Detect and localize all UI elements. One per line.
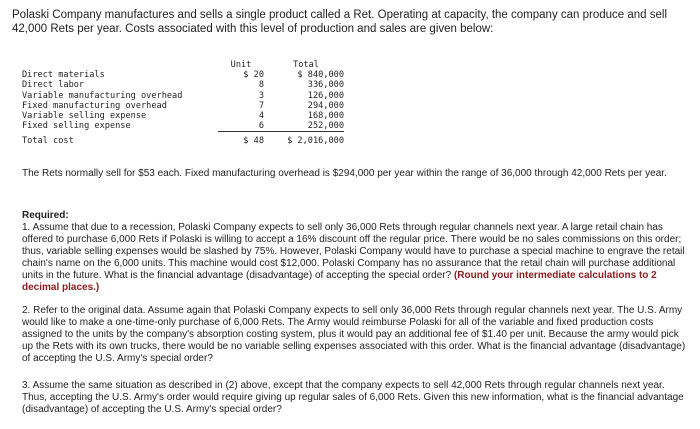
total-unit: $ 48 bbox=[218, 132, 268, 147]
header-label-spacer bbox=[22, 60, 218, 70]
row-unit: 4 bbox=[258, 111, 264, 122]
row-total: 168,000 bbox=[307, 111, 344, 122]
table-row bbox=[22, 70, 344, 80]
row-label: Variable manufacturing overhead bbox=[22, 90, 183, 101]
row-label: Fixed selling expense bbox=[22, 121, 131, 132]
row-label: Variable selling expense bbox=[22, 111, 147, 122]
row-unit: 6 bbox=[258, 121, 264, 132]
row-total: $ 840,000 bbox=[297, 70, 344, 81]
question-1-emphasis: (Round your intermediate calculations to 2 decimal places.) bbox=[22, 270, 657, 293]
total-label: Total cost bbox=[22, 136, 74, 147]
row-total: 126,000 bbox=[307, 90, 344, 101]
row-total: 294,000 bbox=[307, 100, 344, 111]
question-1 bbox=[22, 222, 686, 294]
table-row bbox=[22, 80, 344, 90]
normal-price-paragraph: The Rets normally sell for $53 each. Fixed manufacturing overhead is $294,000 per year within the range of 36,000 through 42,000 Rets per year. bbox=[22, 168, 667, 179]
table-row bbox=[22, 111, 344, 121]
row-unit: 7 bbox=[258, 100, 264, 111]
question-3: 3. Assume the same situation as described in (2) above, except that the company expects to sell 42,000 Rets through regular channels next year. Thus, accepting the U.S. Army's order would require giving up regular sales of 6,000 Rets. Given this new information, what is the financial advantage (disadvantage) of accepting the U.S. Army's special order? bbox=[22, 380, 684, 415]
table-header-row bbox=[22, 60, 344, 70]
row-unit: 8 bbox=[258, 80, 264, 91]
table-row bbox=[22, 121, 344, 132]
row-unit: $ 20 bbox=[243, 70, 264, 81]
intro-paragraph: Polaski Company manufactures and sells a single product called a Ret. Operating at capacity, the company can produce and sell 42,000 Rets per year. Costs associated with this level of production and sales are given below: bbox=[12, 9, 668, 35]
required-heading: Required: bbox=[22, 210, 69, 221]
question-2: 2. Refer to the original data. Assume again that Polaski Company expects to sell only 36,000 Rets through regular channels next year. The U.S. Army would like to make a one-time-only purchase of 6,000 Rets. The Army would reimburse Polaski for all of the variable and fixed production costs assigned to the units by the company's absorption costing system, plus it would pay an additional fee of $1.40 per unit. Because the army would pick up the Rets with its own trucks, there would be no variable selling expenses associated with this order. What is the financial advantage (disadvantage) of accepting the U.S. Army's special order? bbox=[22, 305, 686, 364]
row-label: Direct labor bbox=[22, 80, 85, 91]
total-cost-row bbox=[22, 132, 344, 147]
question-1-text: 1. Assume that due to a recession, Polaski Company expects to sell only 36,000 Rets through regular channels next year. A large retail chain has offered to purchase 6,000 Rets if Polaski is willing to accept a 16% discount off the regular price. There would be no sales commissions on this order; thus, variable selling expenses would be slashed by 75%. However, Polaski Company would have to purchase a special machine to engrave the retail chain's name on the 6,000 units. This machine would cost $12,000. Polaski Company has no assurance that the retail chain will purchase additional units in the future. What is the financial advantage (disadvantage) of accepting the special order? bbox=[22, 222, 685, 281]
total-total: $ 2,016,000 bbox=[268, 132, 344, 147]
table-row bbox=[22, 101, 344, 111]
row-total: 252,000 bbox=[307, 121, 344, 132]
table-row bbox=[22, 91, 344, 101]
row-total: 336,000 bbox=[307, 80, 344, 91]
header-total: Total bbox=[293, 60, 319, 70]
cost-table bbox=[22, 60, 344, 147]
row-label: Direct materials bbox=[22, 70, 105, 81]
row-label: Fixed manufacturing overhead bbox=[22, 100, 167, 111]
row-unit: 3 bbox=[258, 90, 264, 101]
header-unit: Unit bbox=[230, 60, 252, 70]
